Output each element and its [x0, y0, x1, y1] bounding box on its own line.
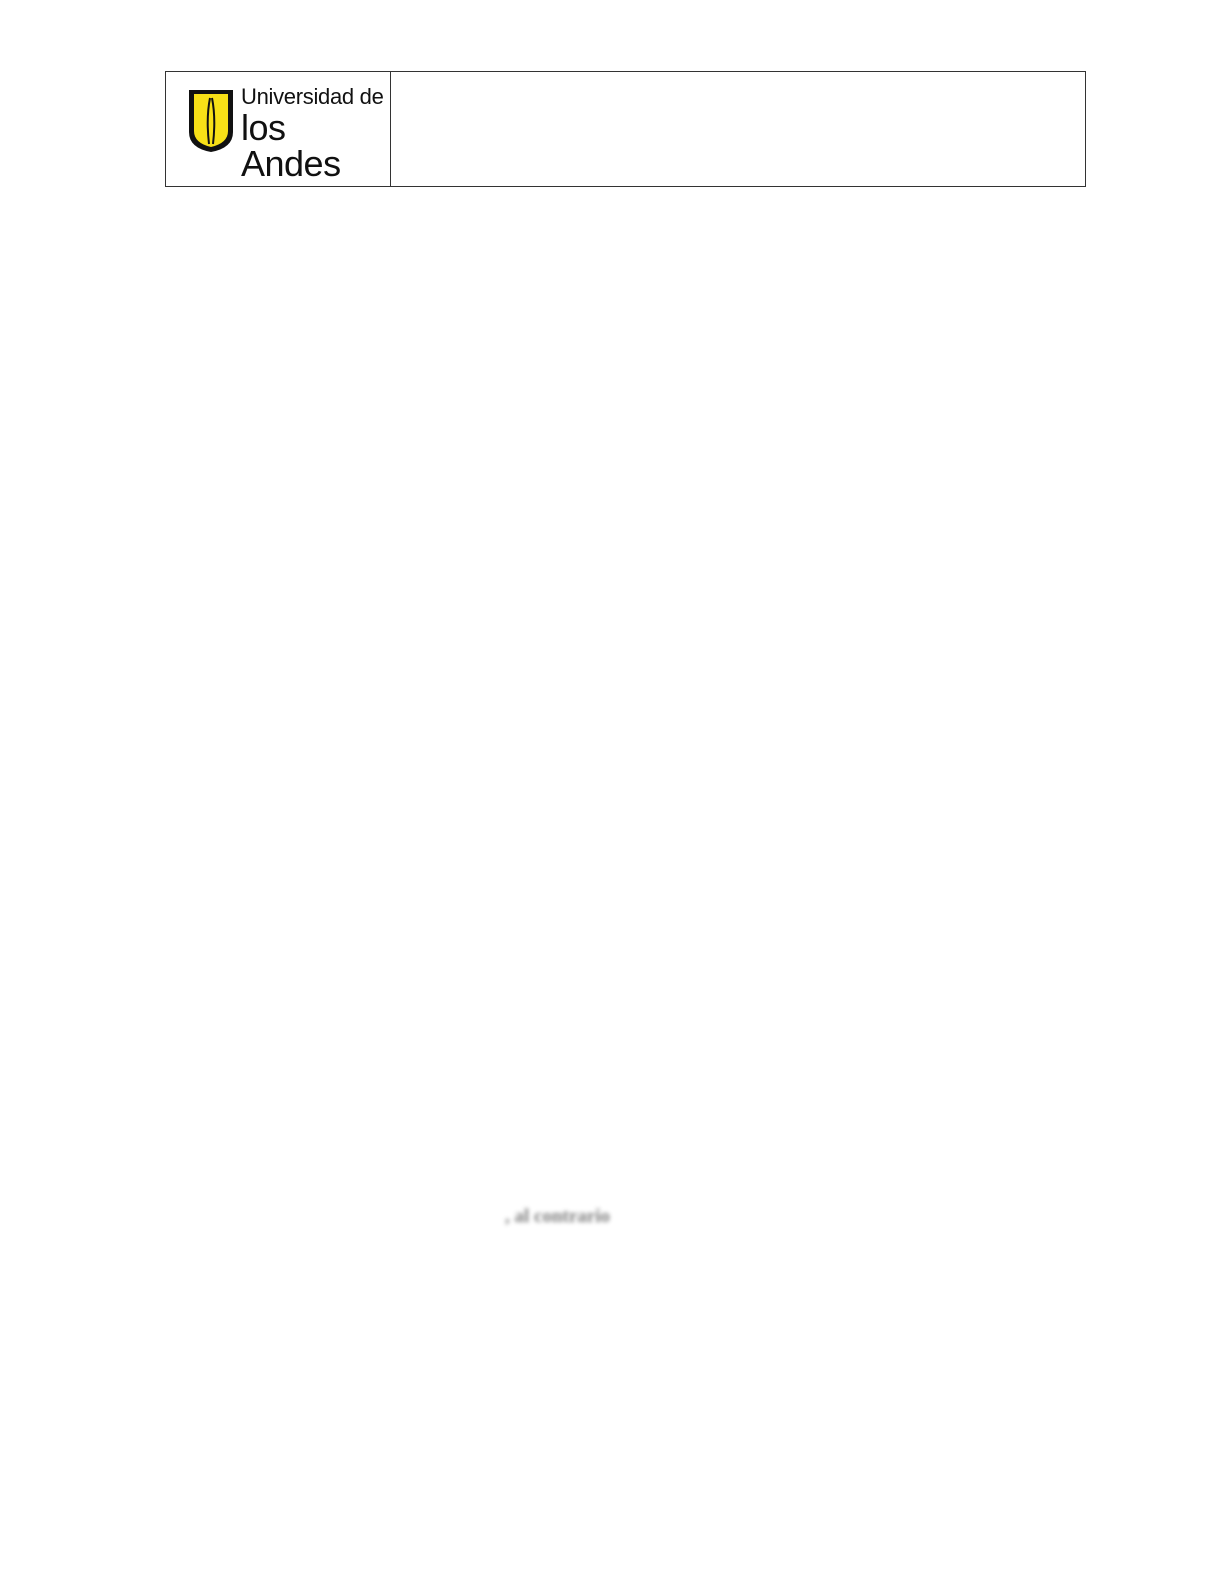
- logo-line-1: Universidad de: [241, 84, 384, 109]
- logo-cell: [166, 72, 391, 186]
- logo-wordmark: [241, 86, 390, 182]
- header-title-cell: [391, 72, 1085, 186]
- body-text-fragment: , al contrario: [505, 1206, 611, 1227]
- university-shield-logo: [186, 88, 236, 154]
- document-header-table: [165, 71, 1086, 187]
- logo-line-2: los Andes: [241, 107, 341, 184]
